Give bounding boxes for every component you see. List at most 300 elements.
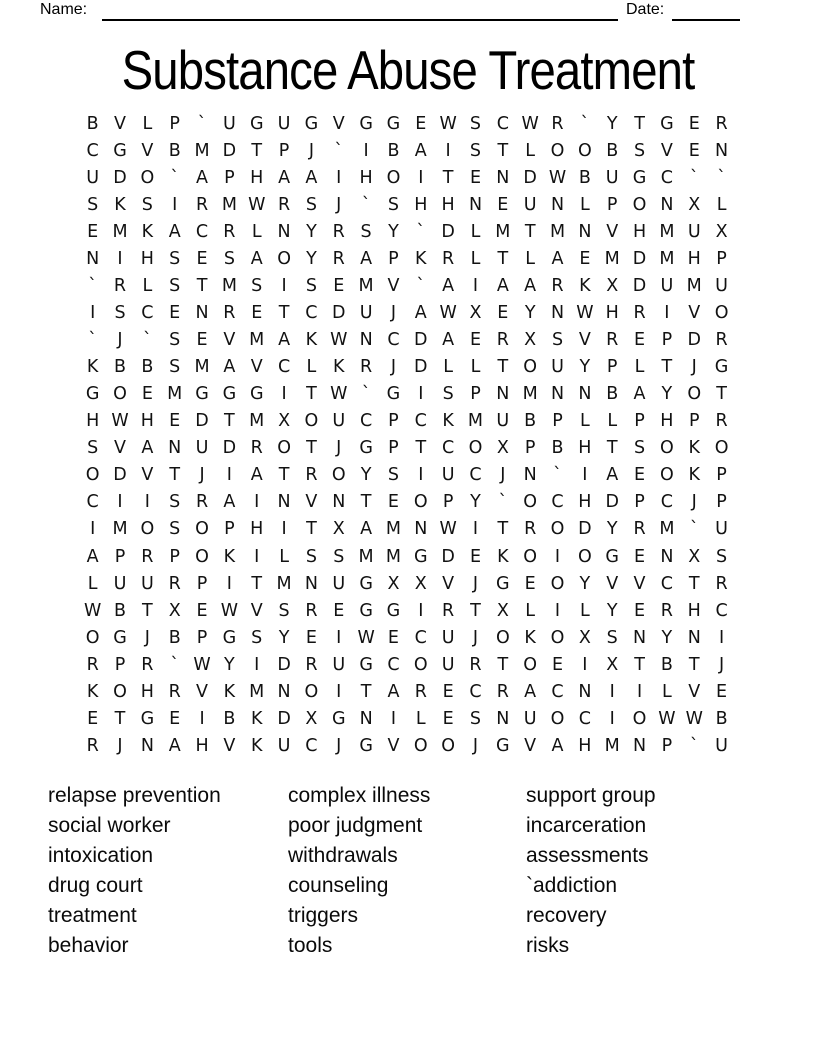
grid-letter: I [254,492,260,513]
grid-letter: P [224,519,235,540]
grid-letter: B [168,627,181,648]
grid-letter: O [577,140,592,161]
grid-letter: T [606,438,618,459]
grid-letter: N [550,303,565,324]
grid-letter: S [551,330,564,351]
grid-letter: T [306,519,317,540]
grid-letter: S [606,627,618,648]
grid-letter: G [249,113,264,134]
grid-letter: S [114,303,126,324]
grid-letter: ` [170,167,180,188]
grid-letter: B [223,708,236,729]
grid-letter: M [167,384,183,405]
grid-letter: I [554,546,561,567]
grid-letter: I [582,465,588,486]
grid-letter: S [633,140,646,161]
grid-letter: B [168,140,181,161]
grid-letter: I [418,600,424,621]
grid-letter: M [604,735,620,756]
grid-letter: R [305,654,318,675]
grid-letter: U [605,167,619,188]
grid-letter: G [386,113,401,134]
grid-letter: N [550,194,565,215]
grid-letter: T [142,600,153,621]
grid-letter: M [194,357,210,378]
grid-letter: I [254,546,260,567]
grid-letter: B [606,384,619,405]
grid-letter: G [304,113,319,134]
grid-letter: G [359,654,373,675]
grid-letter: N [578,221,592,242]
word-list-column [288,781,430,960]
grid-letter: X [496,600,509,621]
grid-letter: R [332,221,345,242]
grid-letter: W [521,113,539,134]
grid-letter: S [87,194,99,215]
grid-letter: D [687,330,701,351]
grid-letter: I [336,627,342,648]
grid-letter: P [606,194,618,215]
word-list-item: withdrawals [288,843,398,867]
grid-letter: S [169,357,181,378]
grid-letter: T [360,492,372,513]
grid-letter: X [606,654,619,675]
grid-letter: U [715,735,728,756]
grid-letter: H [86,411,100,432]
grid-letter: O [195,546,209,567]
grid-letter: Y [524,303,536,324]
grid-letter: O [687,384,702,405]
grid-letter: ` [88,330,98,351]
grid-letter: R [360,357,373,378]
grid-letter: L [87,573,98,594]
grid-letter: A [305,167,318,188]
grid-letter: P [552,411,563,432]
grid-letter: A [168,735,181,756]
grid-letter: ` [88,276,98,297]
grid-letter: C [141,303,154,324]
grid-letter: U [113,573,127,594]
grid-letter: M [112,519,128,540]
grid-letter: M [249,330,265,351]
grid-letter: ` [197,113,207,134]
grid-letter: U [715,519,728,540]
grid-letter: M [276,573,292,594]
grid-letter: D [222,140,237,161]
grid-letter: U [687,221,701,242]
grid-letter: I [90,303,96,324]
grid-letter: L [525,600,536,621]
grid-letter: W [576,303,594,324]
grid-letter: A [168,221,181,242]
grid-letter: O [632,194,647,215]
grid-letter: S [278,600,290,621]
word-list-item: poor judgment [288,813,423,837]
grid-letter: X [688,546,701,567]
grid-letter: V [387,276,400,297]
grid-letter: O [85,465,100,486]
grid-letter: C [414,411,427,432]
grid-letter: J [336,735,342,756]
grid-letter: L [279,546,289,567]
grid-letter: ` [498,492,508,513]
grid-letter: O [113,681,127,702]
grid-letter: O [85,627,100,648]
grid-letter: U [332,654,346,675]
grid-letter: K [415,249,427,269]
grid-letter: P [388,411,399,432]
grid-letter: M [467,411,484,432]
grid-letter: H [578,735,592,756]
grid-letter: S [387,465,399,486]
grid-letter: E [551,654,564,675]
grid-letter: R [633,519,646,540]
grid-letter: N [168,438,182,459]
grid-letter: S [169,519,181,540]
grid-letter: O [413,735,428,756]
grid-letter: Y [661,627,673,648]
grid-letter: B [660,654,673,675]
grid-letter: U [195,438,209,459]
grid-letter: E [387,492,399,513]
grid-letter: W [193,654,211,675]
grid-letter: O [523,654,538,675]
grid-letter: L [716,194,727,215]
grid-letter: J [390,303,397,324]
grid-letter: G [359,600,373,621]
grid-letter: R [660,600,673,621]
grid-letter: X [715,221,728,242]
grid-letter: M [249,681,265,702]
grid-letter: A [414,140,427,161]
grid-letter: A [387,681,400,702]
grid-letter: ` [717,167,726,188]
grid-letter: W [220,600,239,621]
grid-letter: E [305,627,317,648]
grid-letter: H [250,519,264,540]
grid-letter: G [386,384,401,405]
grid-letter: K [141,221,154,242]
grid-letter: U [523,708,537,729]
grid-letter: T [497,654,509,675]
grid-letter: G [195,384,209,405]
grid-letter: W [439,303,457,324]
grid-letter: I [418,465,424,486]
grid-letter: H [687,249,701,269]
grid-letter: E [87,708,99,729]
grid-letter: M [686,276,702,297]
grid-letter: N [359,330,373,351]
grid-letter: P [470,384,481,405]
grid-letter: R [86,654,99,675]
grid-letter: I [144,492,150,513]
grid-letter: E [469,330,482,351]
grid-letter: R [195,194,209,215]
grid-letter: V [688,303,701,324]
grid-letter: O [140,167,155,188]
grid-letter: O [714,303,729,324]
grid-letter: S [169,276,181,297]
grid-letter: R [168,681,181,702]
grid-letter: T [169,465,181,486]
grid-letter: V [332,113,345,134]
grid-letter: O [386,167,401,188]
grid-letter: U [222,113,236,134]
grid-letter: P [169,546,180,567]
grid-letter: G [660,113,674,134]
grid-letter: O [468,438,483,459]
grid-letter: V [660,140,673,161]
grid-letter: S [141,194,153,215]
word-list-item: `addiction [526,873,618,897]
grid-letter: V [250,600,263,621]
grid-letter: A [524,276,537,297]
grid-letter: O [441,735,456,756]
grid-letter: H [578,492,592,513]
grid-letter: C [660,167,673,188]
grid-letter: P [634,492,645,513]
grid-letter: M [358,546,374,567]
page-title: Substance Abuse Treatment [121,39,695,101]
grid-letter: P [114,654,126,675]
grid-letter: I [281,519,287,540]
grid-letter: M [549,221,566,242]
grid-letter: S [169,330,181,351]
grid-letter: J [199,465,205,486]
grid-letter: G [605,546,619,567]
grid-letter: T [306,438,317,459]
grid-letter: N [633,735,647,756]
grid-letter: H [414,194,428,215]
grid-letter: J [117,330,123,351]
grid-letter: M [385,546,401,567]
grid-letter: E [251,303,263,324]
grid-letter: Y [606,113,618,134]
grid-letter: C [551,492,564,513]
grid-letter: T [360,681,372,702]
grid-letter: Y [661,384,673,405]
grid-letter: T [114,708,126,729]
grid-letter: N [578,681,592,702]
grid-letter: V [633,573,646,594]
grid-letter: O [140,519,155,540]
grid-letter: M [522,384,538,405]
grid-letter: C [305,303,318,324]
grid-letter: E [141,384,153,405]
grid-letter: L [470,357,481,378]
word-list-item: complex illness [288,784,431,807]
grid-letter: D [632,276,647,297]
grid-letter: W [330,330,348,351]
grid-letter: K [250,708,263,729]
grid-letter: R [442,600,455,621]
grid-letter: G [496,573,510,594]
grid-letter: J [691,357,697,378]
grid-letter: W [111,411,129,432]
grid-letter: I [718,627,725,648]
grid-letter: U [277,113,291,134]
grid-letter: E [579,249,591,269]
grid-letter: G [113,140,127,161]
grid-letter: J [336,194,342,215]
grid-letter: U [86,167,100,188]
grid-letter: H [605,303,619,324]
grid-letter: O [550,573,565,594]
grid-letter: O [550,140,565,161]
grid-letter: M [659,519,675,540]
grid-letter: G [414,546,428,567]
grid-letter: J [500,465,506,486]
grid-letter: O [304,681,319,702]
grid-letter: N [86,249,100,269]
grid-letter: T [497,357,509,378]
grid-letter: E [196,600,208,621]
grid-letter: C [660,573,673,594]
grid-letter: G [359,735,373,756]
grid-letter: V [442,573,455,594]
grid-letter: P [661,330,673,351]
grid-letter: B [86,113,99,134]
grid-letter: N [496,167,510,188]
grid-letter: K [114,194,126,215]
grid-letter: T [306,384,317,405]
grid-letter: B [715,708,728,729]
grid-letter: U [715,276,728,297]
word-list-item: treatment [48,903,137,927]
word-list-column [48,781,221,960]
grid-letter: I [281,276,287,297]
grid-letter: G [386,600,401,621]
grid-letter: M [495,221,511,242]
grid-letter: U [359,303,373,324]
grid-letter: A [223,492,236,513]
grid-letter: I [472,276,479,297]
grid-letter: Y [306,221,317,242]
grid-letter: B [141,357,154,378]
grid-letter: H [359,167,373,188]
grid-letter: O [331,465,346,486]
grid-letter: W [439,113,457,134]
grid-letter: R [496,681,509,702]
grid-letter: K [86,681,99,702]
grid-letter: R [442,249,455,269]
grid-letter: S [716,546,728,567]
grid-letter: O [660,438,674,459]
grid-letter: L [306,357,317,378]
grid-letter: H [250,167,264,188]
grid-letter: L [142,276,153,297]
grid-letter: O [523,357,538,378]
grid-letter: X [606,276,619,297]
grid-letter: V [141,140,154,161]
grid-letter: O [550,627,565,648]
grid-letter: N [550,384,565,405]
grid-letter: R [223,303,236,324]
word-list-item: recovery [526,903,607,927]
grid-letter: E [497,194,509,215]
grid-letter: E [196,249,208,269]
grid-letter: X [387,573,400,594]
grid-letter: Y [278,627,290,648]
grid-letter: O [660,465,674,486]
grid-letter: G [113,627,127,648]
grid-letter: E [634,600,646,621]
grid-letter: A [86,546,99,567]
grid-letter: J [336,438,342,459]
grid-letter: M [194,140,210,161]
grid-letter: L [470,221,481,242]
grid-letter: N [195,303,209,324]
grid-letter: T [278,465,290,486]
grid-letter: E [634,546,646,567]
grid-letter: U [332,411,346,432]
name-label: Name: [40,1,88,18]
grid-letter: N [523,465,537,486]
grid-letter: X [168,600,181,621]
grid-letter: C [195,221,209,242]
grid-letter: R [715,113,728,134]
grid-letter: K [86,357,99,378]
grid-letter: L [607,411,618,432]
grid-letter: B [551,438,564,459]
grid-letter: S [469,140,482,161]
grid-letter: M [659,249,675,269]
grid-letter: C [277,357,291,378]
grid-letter: V [578,330,591,351]
grid-letter: B [114,357,127,378]
grid-letter: E [497,303,509,324]
grid-letter: I [418,167,424,188]
grid-letter: Y [606,519,618,540]
grid-letter: E [524,573,536,594]
grid-letter: D [332,303,346,324]
grid-letter: ` [416,276,426,297]
grid-letter: B [606,140,619,161]
grid-letter: P [196,573,208,594]
grid-letter: ` [689,167,699,188]
grid-letter: Y [360,465,372,486]
grid-letter: D [414,330,428,351]
grid-letter: O [277,249,291,269]
word-list-item: assessments [526,843,649,867]
grid-letter: R [551,113,564,134]
grid-letter: S [223,249,235,269]
grid-letter: A [250,249,263,269]
grid-letter: R [332,249,345,269]
grid-letter: G [222,384,237,405]
grid-letter: A [606,465,619,486]
grid-letter: T [497,140,509,161]
grid-letter: N [140,735,154,756]
grid-letter: L [251,221,262,242]
grid-letter: A [524,681,537,702]
word-list-item: incarceration [526,813,647,837]
grid-letter: O [523,492,538,513]
grid-letter: M [385,519,401,540]
grid-letter: L [525,249,536,269]
grid-letter: X [578,627,591,648]
grid-letter: ` [689,519,699,540]
grid-letter: U [277,735,291,756]
grid-letter: K [497,546,509,567]
word-list-item: triggers [288,903,359,927]
grid-letter: L [579,411,590,432]
grid-letter: ` [334,140,344,161]
grid-letter: P [688,411,700,432]
grid-letter: M [112,221,128,242]
grid-letter: I [472,519,479,540]
grid-letter: W [439,519,457,540]
